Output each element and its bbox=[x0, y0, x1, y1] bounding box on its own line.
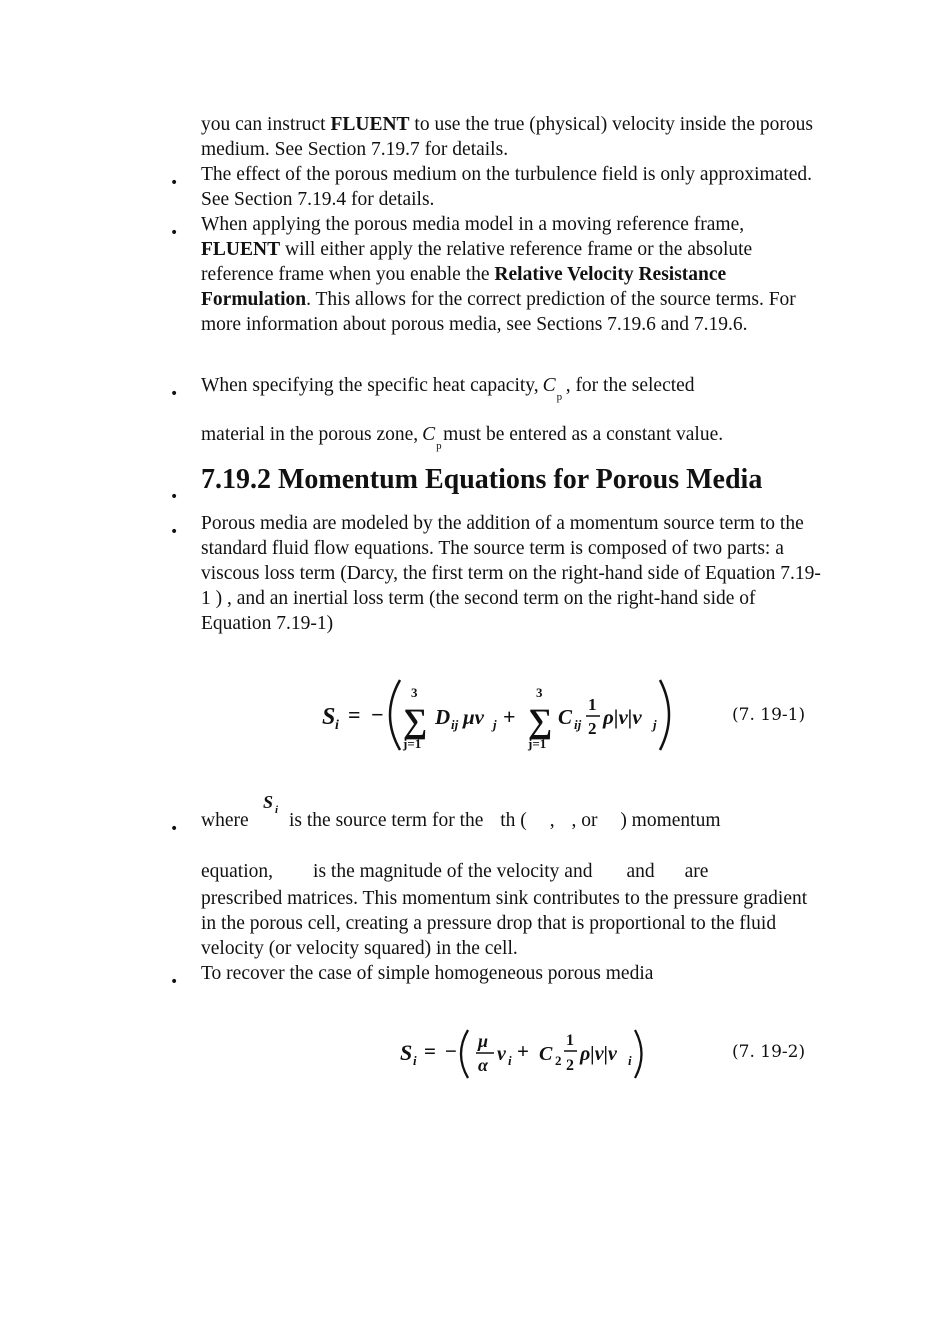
equation-7-19-2 bbox=[396, 1024, 646, 1084]
svg-text:i: i bbox=[275, 804, 279, 816]
paragraph-material-constant: material in the porous zone, C p must be entered as a constant value. bbox=[201, 424, 724, 452]
svg-text:2: 2 bbox=[588, 719, 597, 738]
svg-text:v: v bbox=[497, 1043, 506, 1065]
svg-text:i: i bbox=[335, 718, 339, 733]
svg-text:+: + bbox=[503, 704, 516, 729]
bullet-marker: • bbox=[170, 524, 179, 540]
bullet-marker: • bbox=[170, 386, 179, 402]
svg-text:S: S bbox=[400, 1040, 413, 1065]
svg-text:−: − bbox=[445, 1039, 457, 1063]
svg-text:S: S bbox=[263, 792, 274, 812]
svg-text:∑: ∑ bbox=[528, 703, 553, 740]
svg-text:ρ|v|v: ρ|v|v bbox=[580, 1043, 617, 1065]
paragraph-homogeneous-case: To recover the case of simple homogeneous porous media bbox=[201, 963, 654, 984]
paragraph-where-source-term: where bbox=[201, 810, 249, 831]
paragraph-where-continuation: is the source term for the th ( , , or ) momentum bbox=[289, 810, 721, 831]
cp-symbol: C bbox=[542, 375, 556, 396]
bullet-marker: • bbox=[170, 225, 179, 241]
section-heading: 7.19.2 Momentum Equations for Porous Media bbox=[201, 464, 763, 495]
svg-text:2: 2 bbox=[566, 1057, 574, 1074]
si-inline-symbol bbox=[262, 792, 286, 816]
svg-text:j=1: j=1 bbox=[403, 736, 422, 751]
svg-text:C: C bbox=[539, 1043, 553, 1065]
svg-text:∑: ∑ bbox=[403, 703, 428, 740]
paragraph-moving-reference-frame: When applying the porous media model in a moving reference frame, FLUENT will either apply the relative reference frame or the absolute reference frame when you enable the Relative Velocity Resistance Formulation. This allows for the correct prediction of the source terms. For more information about porous media, see Sections 7.19.6 and 7.19.6. bbox=[201, 214, 796, 335]
svg-text:S: S bbox=[322, 704, 336, 730]
bullet-marker: • bbox=[170, 974, 179, 990]
svg-text:ρ|v|v: ρ|v|v bbox=[603, 705, 642, 729]
paragraph-momentum-sink: prescribed matrices. This momentum sink contributes to the pressure gradient in the porous cell, creating a pressure drop that is proportional to the fluid velocity (or velocity squared) in the cell. bbox=[201, 888, 808, 959]
svg-text:ij: ij bbox=[451, 717, 459, 732]
svg-text:j: j bbox=[493, 717, 497, 732]
svg-text:=: = bbox=[348, 702, 361, 727]
paragraph-true-velocity: you can instruct FLUENT to use the true (physical) velocity inside the porous medium. See Section 7.19.7 for details. bbox=[201, 114, 813, 160]
svg-text:2: 2 bbox=[555, 1053, 562, 1068]
svg-text:1: 1 bbox=[588, 695, 597, 714]
svg-text:j: j bbox=[653, 717, 657, 732]
svg-text:μ: μ bbox=[478, 1031, 489, 1051]
svg-text:D: D bbox=[435, 705, 451, 729]
equation-number-7-19-1: (7. 19-1) bbox=[732, 705, 806, 725]
bullet-marker: • bbox=[170, 821, 179, 837]
svg-text:3: 3 bbox=[411, 685, 418, 700]
svg-text:+: + bbox=[517, 1039, 529, 1063]
paragraph-specific-heat: When specifying the specific heat capacity, C p , for the selected bbox=[201, 375, 695, 403]
svg-text:3: 3 bbox=[536, 685, 543, 700]
svg-text:i: i bbox=[628, 1053, 632, 1068]
svg-text:1: 1 bbox=[566, 1032, 574, 1049]
svg-text:=: = bbox=[424, 1039, 436, 1063]
svg-text:C: C bbox=[558, 705, 573, 729]
svg-text:α: α bbox=[478, 1055, 488, 1075]
svg-text:i: i bbox=[413, 1053, 417, 1068]
svg-text:ij: ij bbox=[574, 717, 582, 732]
paragraph-turbulence-effect: The effect of the porous medium on the turbulence field is only approximated. See Section 7.19.4 for details. bbox=[201, 164, 813, 210]
equation-number-7-19-2: (7. 19-2) bbox=[732, 1042, 806, 1062]
svg-text:i: i bbox=[508, 1053, 512, 1068]
paragraph-equation-magnitude: equation, is the magnitude of the velocity and and are bbox=[201, 861, 709, 882]
equation-7-19-1 bbox=[318, 672, 678, 758]
paragraph-momentum-source: Porous media are modeled by the addition of a momentum source term to the standard fluid flow equations. The source term is composed of two parts: a viscous loss term (Darcy, the first term on the right-hand side of Equation 7.19-1 ) , and an inertial loss term (the second term on the right-hand side of Equation 7.19-1) bbox=[201, 513, 821, 634]
svg-text:−: − bbox=[371, 702, 384, 727]
bullet-marker: • bbox=[170, 489, 179, 505]
cp-symbol: C bbox=[422, 424, 436, 445]
svg-text:j=1: j=1 bbox=[528, 736, 547, 751]
svg-text:μv: μv bbox=[463, 705, 484, 729]
bullet-marker: • bbox=[170, 175, 179, 191]
